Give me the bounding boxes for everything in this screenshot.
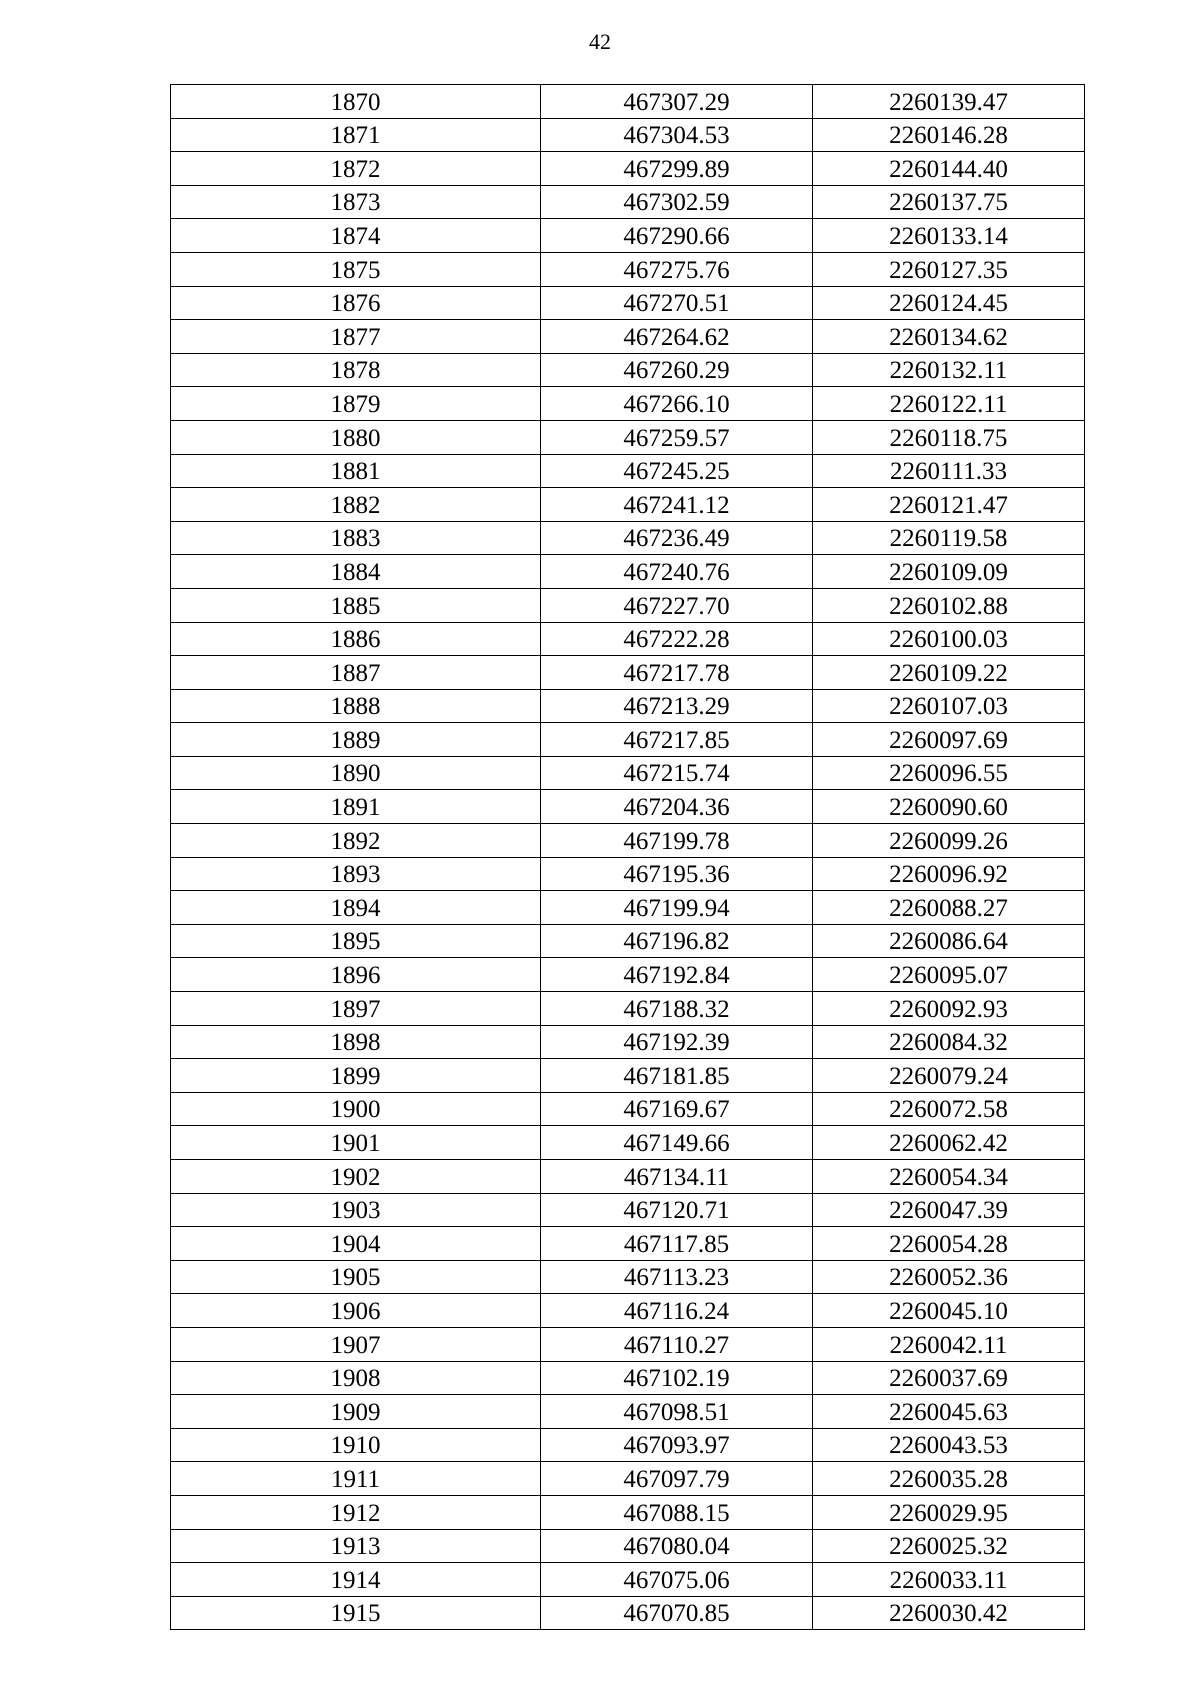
y-coordinate-cell: 2260090.60 xyxy=(813,790,1085,824)
x-coordinate-cell: 467204.36 xyxy=(541,790,813,824)
table-row xyxy=(171,555,1085,589)
x-coordinate-cell: 467264.62 xyxy=(541,320,813,354)
table-row xyxy=(171,756,1085,790)
table-row xyxy=(171,488,1085,522)
y-coordinate-cell: 2260122.11 xyxy=(813,387,1085,421)
y-coordinate-cell: 2260102.88 xyxy=(813,588,1085,622)
x-coordinate-cell: 467304.53 xyxy=(541,118,813,152)
point-number-cell: 1886 xyxy=(171,622,541,656)
point-number-cell: 1884 xyxy=(171,555,541,589)
table-row xyxy=(171,1294,1085,1328)
y-coordinate-cell: 2260111.33 xyxy=(813,454,1085,488)
point-number-cell: 1876 xyxy=(171,286,541,320)
table-row xyxy=(171,286,1085,320)
table-row xyxy=(171,1260,1085,1294)
y-coordinate-cell: 2260107.03 xyxy=(813,689,1085,723)
table-row xyxy=(171,1227,1085,1261)
table-row xyxy=(171,353,1085,387)
table-row xyxy=(171,1563,1085,1597)
page-number: 42 xyxy=(589,29,611,54)
point-number-cell: 1888 xyxy=(171,689,541,723)
table-row xyxy=(171,958,1085,992)
table-row xyxy=(171,790,1085,824)
y-coordinate-cell: 2260084.32 xyxy=(813,1025,1085,1059)
y-coordinate-cell: 2260062.42 xyxy=(813,1126,1085,1160)
x-coordinate-cell: 467260.29 xyxy=(541,353,813,387)
point-number-cell: 1892 xyxy=(171,824,541,858)
x-coordinate-cell: 467134.11 xyxy=(541,1160,813,1194)
x-coordinate-cell: 467149.66 xyxy=(541,1126,813,1160)
y-coordinate-cell: 2260134.62 xyxy=(813,320,1085,354)
y-coordinate-cell: 2260109.09 xyxy=(813,555,1085,589)
point-number-cell: 1870 xyxy=(171,85,541,119)
x-coordinate-cell: 467169.67 xyxy=(541,1092,813,1126)
point-number-cell: 1871 xyxy=(171,118,541,152)
x-coordinate-cell: 467245.25 xyxy=(541,454,813,488)
point-number-cell: 1873 xyxy=(171,185,541,219)
x-coordinate-cell: 467275.76 xyxy=(541,252,813,286)
point-number-cell: 1885 xyxy=(171,588,541,622)
x-coordinate-cell: 467227.70 xyxy=(541,588,813,622)
table-row xyxy=(171,387,1085,421)
point-number-cell: 1915 xyxy=(171,1596,541,1630)
point-number-cell: 1894 xyxy=(171,891,541,925)
table-row xyxy=(171,1059,1085,1093)
y-coordinate-cell: 2260079.24 xyxy=(813,1059,1085,1093)
table-row xyxy=(171,1596,1085,1630)
point-number-cell: 1898 xyxy=(171,1025,541,1059)
table-row xyxy=(171,1462,1085,1496)
x-coordinate-cell: 467270.51 xyxy=(541,286,813,320)
point-number-cell: 1913 xyxy=(171,1529,541,1563)
table-row xyxy=(171,1361,1085,1395)
y-coordinate-cell: 2260144.40 xyxy=(813,152,1085,186)
x-coordinate-cell: 467188.32 xyxy=(541,992,813,1026)
x-coordinate-cell: 467222.28 xyxy=(541,622,813,656)
point-number-cell: 1877 xyxy=(171,320,541,354)
point-number-cell: 1899 xyxy=(171,1059,541,1093)
point-number-cell: 1875 xyxy=(171,252,541,286)
x-coordinate-cell: 467116.24 xyxy=(541,1294,813,1328)
table-row xyxy=(171,85,1085,119)
table-row xyxy=(171,588,1085,622)
y-coordinate-cell: 2260121.47 xyxy=(813,488,1085,522)
point-number-cell: 1907 xyxy=(171,1327,541,1361)
x-coordinate-cell: 467110.27 xyxy=(541,1327,813,1361)
y-coordinate-cell: 2260045.63 xyxy=(813,1395,1085,1429)
y-coordinate-cell: 2260047.39 xyxy=(813,1193,1085,1227)
table-row xyxy=(171,1529,1085,1563)
x-coordinate-cell: 467088.15 xyxy=(541,1495,813,1529)
x-coordinate-cell: 467102.19 xyxy=(541,1361,813,1395)
point-number-cell: 1912 xyxy=(171,1495,541,1529)
x-coordinate-cell: 467215.74 xyxy=(541,756,813,790)
x-coordinate-cell: 467299.89 xyxy=(541,152,813,186)
x-coordinate-cell: 467259.57 xyxy=(541,420,813,454)
point-number-cell: 1887 xyxy=(171,656,541,690)
point-number-cell: 1911 xyxy=(171,1462,541,1496)
table-row xyxy=(171,891,1085,925)
point-number-cell: 1891 xyxy=(171,790,541,824)
point-number-cell: 1883 xyxy=(171,521,541,555)
x-coordinate-cell: 467120.71 xyxy=(541,1193,813,1227)
table-row xyxy=(171,454,1085,488)
table-row xyxy=(171,320,1085,354)
y-coordinate-cell: 2260124.45 xyxy=(813,286,1085,320)
x-coordinate-cell: 467093.97 xyxy=(541,1428,813,1462)
y-coordinate-cell: 2260037.69 xyxy=(813,1361,1085,1395)
y-coordinate-cell: 2260133.14 xyxy=(813,219,1085,253)
point-number-cell: 1914 xyxy=(171,1563,541,1597)
y-coordinate-cell: 2260033.11 xyxy=(813,1563,1085,1597)
x-coordinate-cell: 467192.84 xyxy=(541,958,813,992)
x-coordinate-cell: 467199.94 xyxy=(541,891,813,925)
x-coordinate-cell: 467199.78 xyxy=(541,824,813,858)
y-coordinate-cell: 2260137.75 xyxy=(813,185,1085,219)
point-number-cell: 1909 xyxy=(171,1395,541,1429)
x-coordinate-cell: 467241.12 xyxy=(541,488,813,522)
table-row xyxy=(171,118,1085,152)
y-coordinate-cell: 2260072.58 xyxy=(813,1092,1085,1126)
x-coordinate-cell: 467213.29 xyxy=(541,689,813,723)
y-coordinate-cell: 2260099.26 xyxy=(813,824,1085,858)
y-coordinate-cell: 2260054.28 xyxy=(813,1227,1085,1261)
table-row xyxy=(171,1395,1085,1429)
x-coordinate-cell: 467181.85 xyxy=(541,1059,813,1093)
table-row xyxy=(171,1126,1085,1160)
y-coordinate-cell: 2260118.75 xyxy=(813,420,1085,454)
table-row xyxy=(171,689,1085,723)
x-coordinate-cell: 467098.51 xyxy=(541,1395,813,1429)
point-number-cell: 1910 xyxy=(171,1428,541,1462)
y-coordinate-cell: 2260043.53 xyxy=(813,1428,1085,1462)
y-coordinate-cell: 2260100.03 xyxy=(813,622,1085,656)
coordinates-table-body xyxy=(171,85,1085,1630)
table-row xyxy=(171,152,1085,186)
y-coordinate-cell: 2260097.69 xyxy=(813,723,1085,757)
point-number-cell: 1890 xyxy=(171,756,541,790)
x-coordinate-cell: 467302.59 xyxy=(541,185,813,219)
point-number-cell: 1906 xyxy=(171,1294,541,1328)
table-row xyxy=(171,219,1085,253)
table-row xyxy=(171,1495,1085,1529)
x-coordinate-cell: 467217.78 xyxy=(541,656,813,690)
y-coordinate-cell: 2260042.11 xyxy=(813,1327,1085,1361)
y-coordinate-cell: 2260088.27 xyxy=(813,891,1085,925)
y-coordinate-cell: 2260109.22 xyxy=(813,656,1085,690)
x-coordinate-cell: 467196.82 xyxy=(541,924,813,958)
point-number-cell: 1900 xyxy=(171,1092,541,1126)
table-row xyxy=(171,992,1085,1026)
x-coordinate-cell: 467307.29 xyxy=(541,85,813,119)
point-number-cell: 1880 xyxy=(171,420,541,454)
y-coordinate-cell: 2260054.34 xyxy=(813,1160,1085,1194)
table-row xyxy=(171,252,1085,286)
table-row xyxy=(171,1160,1085,1194)
x-coordinate-cell: 467240.76 xyxy=(541,555,813,589)
x-coordinate-cell: 467113.23 xyxy=(541,1260,813,1294)
x-coordinate-cell: 467070.85 xyxy=(541,1596,813,1630)
point-number-cell: 1904 xyxy=(171,1227,541,1261)
point-number-cell: 1881 xyxy=(171,454,541,488)
y-coordinate-cell: 2260096.55 xyxy=(813,756,1085,790)
point-number-cell: 1893 xyxy=(171,857,541,891)
point-number-cell: 1879 xyxy=(171,387,541,421)
table-row xyxy=(171,723,1085,757)
table-row xyxy=(171,656,1085,690)
table-row xyxy=(171,857,1085,891)
x-coordinate-cell: 467080.04 xyxy=(541,1529,813,1563)
x-coordinate-cell: 467192.39 xyxy=(541,1025,813,1059)
table-row xyxy=(171,1193,1085,1227)
x-coordinate-cell: 467266.10 xyxy=(541,387,813,421)
x-coordinate-cell: 467117.85 xyxy=(541,1227,813,1261)
point-number-cell: 1903 xyxy=(171,1193,541,1227)
y-coordinate-cell: 2260025.32 xyxy=(813,1529,1085,1563)
point-number-cell: 1882 xyxy=(171,488,541,522)
x-coordinate-cell: 467097.79 xyxy=(541,1462,813,1496)
table-row xyxy=(171,1327,1085,1361)
y-coordinate-cell: 2260029.95 xyxy=(813,1495,1085,1529)
point-number-cell: 1872 xyxy=(171,152,541,186)
y-coordinate-cell: 2260052.36 xyxy=(813,1260,1085,1294)
table-row xyxy=(171,185,1085,219)
table-row xyxy=(171,1092,1085,1126)
table-row xyxy=(171,1025,1085,1059)
y-coordinate-cell: 2260045.10 xyxy=(813,1294,1085,1328)
point-number-cell: 1908 xyxy=(171,1361,541,1395)
y-coordinate-cell: 2260096.92 xyxy=(813,857,1085,891)
point-number-cell: 1878 xyxy=(171,353,541,387)
point-number-cell: 1897 xyxy=(171,992,541,1026)
table-row xyxy=(171,622,1085,656)
point-number-cell: 1905 xyxy=(171,1260,541,1294)
x-coordinate-cell: 467236.49 xyxy=(541,521,813,555)
y-coordinate-cell: 2260095.07 xyxy=(813,958,1085,992)
x-coordinate-cell: 467217.85 xyxy=(541,723,813,757)
point-number-cell: 1889 xyxy=(171,723,541,757)
x-coordinate-cell: 467290.66 xyxy=(541,219,813,253)
point-number-cell: 1902 xyxy=(171,1160,541,1194)
x-coordinate-cell: 467075.06 xyxy=(541,1563,813,1597)
table-row xyxy=(171,1428,1085,1462)
x-coordinate-cell: 467195.36 xyxy=(541,857,813,891)
y-coordinate-cell: 2260139.47 xyxy=(813,85,1085,119)
table-row xyxy=(171,924,1085,958)
y-coordinate-cell: 2260127.35 xyxy=(813,252,1085,286)
y-coordinate-cell: 2260030.42 xyxy=(813,1596,1085,1630)
y-coordinate-cell: 2260035.28 xyxy=(813,1462,1085,1496)
table-row xyxy=(171,824,1085,858)
y-coordinate-cell: 2260132.11 xyxy=(813,353,1085,387)
y-coordinate-cell: 2260092.93 xyxy=(813,992,1085,1026)
y-coordinate-cell: 2260086.64 xyxy=(813,924,1085,958)
y-coordinate-cell: 2260119.58 xyxy=(813,521,1085,555)
point-number-cell: 1874 xyxy=(171,219,541,253)
table-row xyxy=(171,420,1085,454)
table-row xyxy=(171,521,1085,555)
y-coordinate-cell: 2260146.28 xyxy=(813,118,1085,152)
point-number-cell: 1896 xyxy=(171,958,541,992)
point-number-cell: 1895 xyxy=(171,924,541,958)
coordinates-table xyxy=(170,84,1085,1630)
point-number-cell: 1901 xyxy=(171,1126,541,1160)
